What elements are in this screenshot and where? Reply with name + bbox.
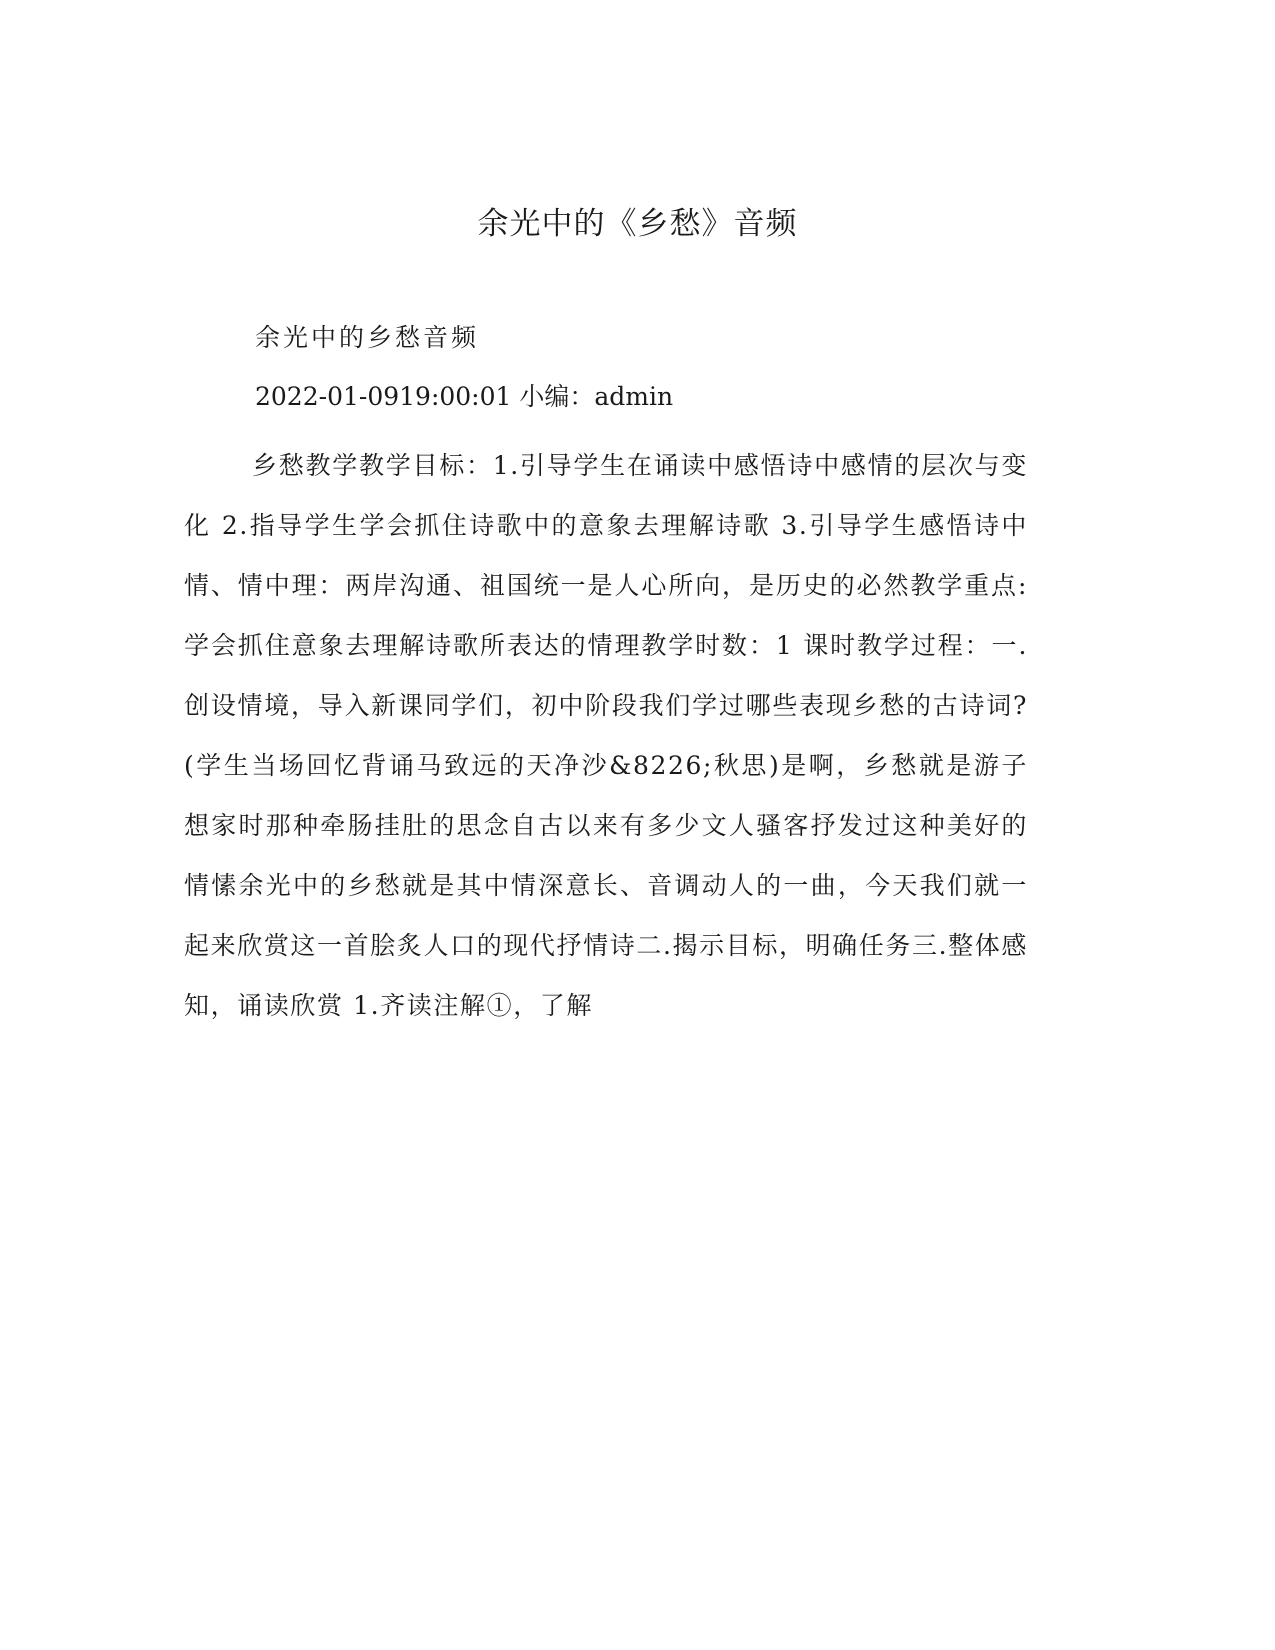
document-title: 余光中的《乡愁》音频 [477,206,798,242]
body-paragraph: 乡愁教学教学目标：1.引导学生在诵读中感悟诗中感情的层次与变化 2.指导学生学会抓住诗歌中的意象去理解诗歌 3.引导学生感悟诗中情、情中理：两岸沟通、祖国统一是人心所向，是历史的必然教学重点:学会抓住意象去理解诗歌所表达的情理教学时数：1 课时教学过程：一.创设情境，导入新课同学们，初中阶段我们学过哪些表现乡愁的古诗词?(学生当场回忆背诵马致远的天净沙&8226;秋思)是啊，乡愁就是游子想家时那种牵肠挂肚的思念自古以来有多少文人骚客抒发过这种美好的情愫余光中的乡愁就是其中情深意长、音调动人的一曲，今天我们就一起来欣赏这一首脍炙人口的现代抒情诗二.揭示目标，明确任务三.整体感知，诵读欣赏 1.齐读注解①，了解 [184,451,1028,1020]
date-author-line: 2022-01-0919:00:01 小编：admin [255,382,674,411]
document-subtitle: 余光中的乡愁音频 [255,323,480,352]
